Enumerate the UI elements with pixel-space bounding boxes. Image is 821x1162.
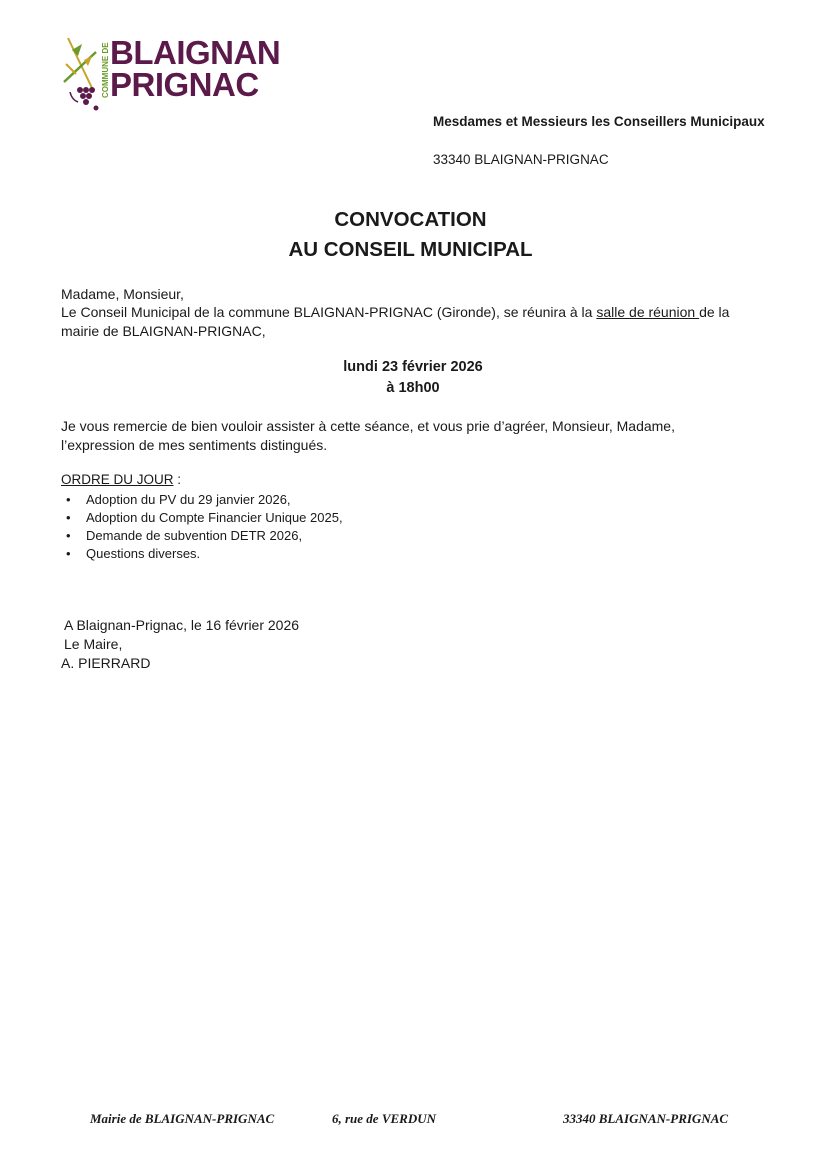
agenda-heading (61, 472, 181, 487)
meeting-time: à 18h00 (386, 380, 440, 396)
agenda-item (66, 509, 343, 527)
agenda-list (66, 491, 343, 563)
commune-logo (62, 30, 281, 112)
signature-name: A. PIERRARD (61, 655, 151, 671)
signature-role: Le Maire, (64, 636, 123, 652)
signature-place-date: A Blaignan-Prignac, le 16 février 2026 (64, 617, 300, 633)
svg-text:COMMUNE DE: COMMUNE DE (101, 42, 110, 98)
recipient-address: 33340 BLAIGNAN-PRIGNAC (433, 152, 609, 167)
agenda-heading-text: ORDRE DU JOUR (61, 472, 174, 487)
paragraph-text: Le Conseil Municipal de la commune BLAIGNAN-PRIGNAC (Gironde), se réunira à la (61, 304, 597, 320)
closing-line-2: l’expression de mes sentiments distingués. (61, 437, 328, 453)
bullet-icon: • (66, 528, 71, 543)
meeting-paragraph-line2: mairie de BLAIGNAN-PRIGNAC, (61, 323, 266, 339)
recipient: Mesdames et Messieurs les Conseillers Municipaux (433, 114, 765, 129)
greeting: Madame, Monsieur, (61, 286, 184, 302)
meeting-room: salle de réunion (596, 304, 700, 320)
paragraph-text-end: de la (699, 304, 730, 320)
agenda-item (66, 491, 343, 509)
meeting-paragraph (61, 303, 729, 322)
document-title: CONVOCATION (334, 208, 487, 231)
footer-mairie: Mairie de BLAIGNAN-PRIGNAC (90, 1111, 275, 1126)
meeting-date: lundi 23 février 2026 (343, 359, 483, 375)
logo-line-prignac: PRIGNAC (110, 66, 259, 103)
bullet-icon: • (66, 510, 71, 525)
footer-postcode: 33340 BLAIGNAN-PRIGNAC (563, 1111, 729, 1126)
footer-street: 6, rue de VERDUN (332, 1111, 437, 1126)
agenda-item (66, 545, 343, 563)
bullet-icon: • (66, 546, 71, 561)
agenda-item (66, 527, 343, 545)
agenda-item-text: Adoption du Compte Financier Unique 2025, (86, 510, 343, 525)
agenda-item-text: Questions diverses. (86, 546, 201, 561)
agenda-item-text: Adoption du PV du 29 janvier 2026, (86, 492, 291, 507)
agenda-item-text: Demande de subvention DETR 2026, (86, 528, 303, 543)
logo-line-blaignan: BLAIGNAN (110, 34, 281, 71)
closing-line-1: Je vous remercie de bien vouloir assister à cette séance, et vous prie d’agréer, Monsieur, Madame, (61, 418, 675, 434)
agenda-heading-colon: : (173, 472, 182, 487)
document-subtitle: AU CONSEIL MUNICIPAL (288, 238, 533, 261)
bullet-icon: • (66, 492, 71, 507)
